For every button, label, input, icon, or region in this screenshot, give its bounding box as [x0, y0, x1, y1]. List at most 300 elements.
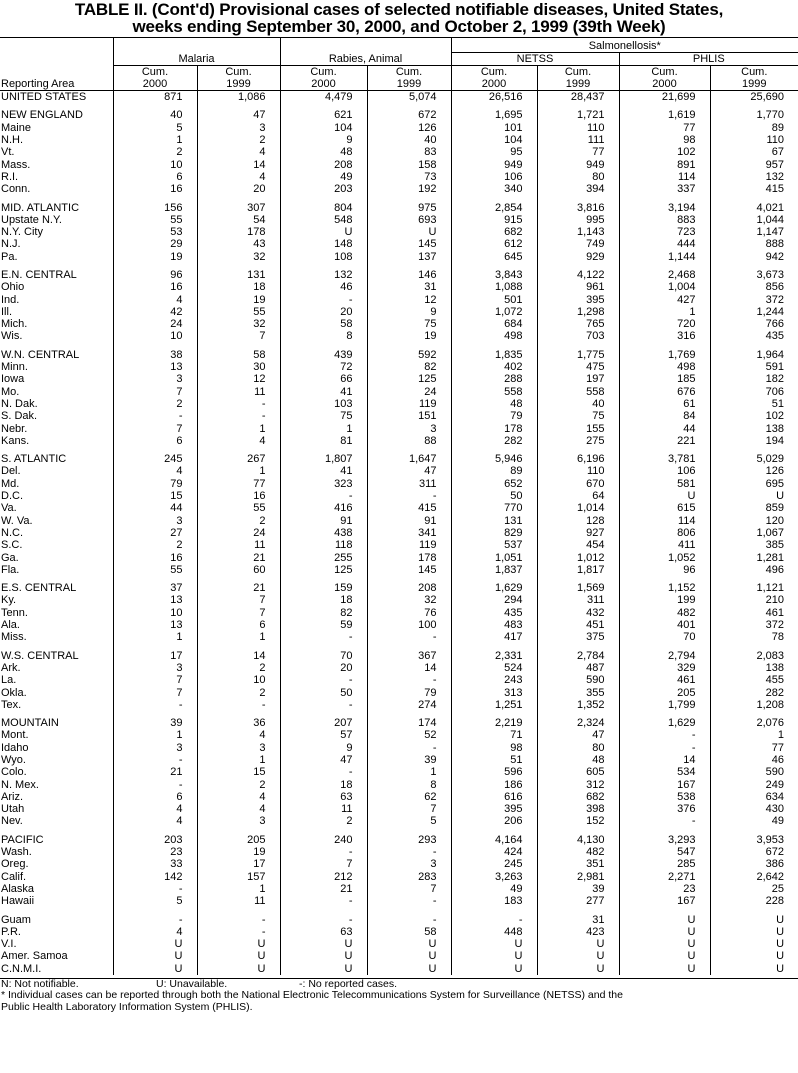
table-row [0, 214, 798, 226]
table-row [0, 293, 798, 305]
value-cell: 1 [367, 766, 451, 778]
value-cell: 70 [619, 631, 710, 643]
value-cell: 49 [280, 171, 367, 183]
reporting-area-cell: Wyo. [1, 753, 26, 766]
reporting-area-cell: Maine [1, 121, 31, 134]
value-cell: 89 [451, 465, 537, 477]
value-cell: 103 [280, 398, 367, 410]
value-cell: 249 [710, 778, 798, 790]
reporting-area-cell: Ohio [1, 281, 25, 294]
reporting-area-cell: Vt. [1, 146, 15, 159]
value-cell: 274 [367, 699, 451, 711]
value-cell: 2 [197, 686, 280, 698]
value-cell: 111 [537, 134, 619, 146]
value-cell: 55 [197, 502, 280, 514]
table-row [0, 950, 798, 962]
table-row [0, 539, 798, 551]
value-cell: 1,067 [710, 527, 798, 539]
value-cell: 47 [280, 754, 367, 766]
value-cell: 110 [537, 122, 619, 134]
value-cell: 1,251 [451, 699, 537, 711]
value-cell: 48 [537, 754, 619, 766]
value-cell: 192 [367, 183, 451, 195]
table-row [0, 527, 798, 539]
table-row [0, 846, 798, 858]
table-row [0, 435, 798, 447]
value-cell: 55 [197, 306, 280, 318]
value-cell: - [367, 742, 451, 754]
value-cell: 182 [710, 373, 798, 385]
value-cell: 3 [197, 122, 280, 134]
value-cell: 221 [619, 435, 710, 447]
value-cell: 142 [113, 871, 197, 883]
value-cell: 329 [619, 662, 710, 674]
value-cell: 72 [280, 361, 367, 373]
value-cell: 435 [451, 607, 537, 619]
value-cell: 25,690 [710, 91, 798, 104]
reporting-area-cell: Tenn. [1, 606, 28, 619]
value-cell: 21 [113, 766, 197, 778]
value-cell: 4 [197, 435, 280, 447]
value-cell: U [113, 963, 197, 975]
value-cell: 24 [113, 318, 197, 330]
value-cell: 351 [537, 858, 619, 870]
data-table [0, 37, 798, 975]
value-cell: 78 [710, 631, 798, 643]
value-cell: 61 [619, 398, 710, 410]
value-cell: 77 [537, 146, 619, 158]
value-cell: 590 [710, 766, 798, 778]
value-cell: 684 [451, 318, 537, 330]
value-cell: - [197, 926, 280, 938]
value-cell: 83 [367, 146, 451, 158]
table-row [0, 729, 798, 741]
value-cell: 50 [280, 686, 367, 698]
value-cell: 12 [367, 293, 451, 305]
value-cell: 596 [451, 766, 537, 778]
value-cell: 621 [280, 109, 367, 121]
value-cell: 145 [367, 238, 451, 250]
value-cell: 82 [280, 607, 367, 619]
table-row [0, 410, 798, 422]
reporting-area-cell: W.S. CENTRAL [1, 649, 79, 662]
value-cell: 14 [367, 662, 451, 674]
value-cell: 5,074 [367, 91, 451, 104]
value-cell: 39 [367, 754, 451, 766]
value-cell: - [113, 754, 197, 766]
value-cell: 58 [197, 349, 280, 361]
value-cell: U [619, 490, 710, 502]
value-cell: 2 [113, 398, 197, 410]
value-cell: 47 [197, 109, 280, 121]
value-cell: 3 [367, 858, 451, 870]
cum-label: Cum. [451, 66, 537, 79]
value-cell: 7 [197, 594, 280, 606]
value-cell: 749 [537, 238, 619, 250]
value-cell: 401 [619, 619, 710, 631]
value-cell: 7 [113, 674, 197, 686]
value-cell: U [537, 938, 619, 950]
value-cell: 11 [197, 539, 280, 551]
reporting-area-cell: Ill. [1, 305, 12, 318]
table-row [0, 171, 798, 183]
value-cell: 7 [113, 422, 197, 434]
value-cell: 1,144 [619, 251, 710, 263]
table-row [0, 871, 798, 883]
value-cell: 174 [367, 717, 451, 729]
value-cell: 312 [537, 778, 619, 790]
reporting-area-cell: Ala. [1, 619, 20, 632]
value-cell: 95 [451, 146, 537, 158]
value-cell: 2,794 [619, 649, 710, 661]
value-cell: 15 [113, 490, 197, 502]
reporting-area-cell: Tex. [1, 698, 22, 711]
value-cell: 1,569 [537, 582, 619, 594]
value-cell: 110 [537, 465, 619, 477]
value-cell: 385 [710, 539, 798, 551]
year-label: 2000 [280, 78, 367, 91]
value-cell: 10 [113, 158, 197, 170]
value-cell: 17 [113, 649, 197, 661]
footnote-dash: -: No reported cases. [299, 977, 398, 990]
value-cell: 12 [197, 373, 280, 385]
table-row [0, 913, 798, 925]
reporting-area-cell: N.J. [1, 238, 21, 251]
value-cell: 40 [537, 398, 619, 410]
table-row [0, 619, 798, 631]
value-cell: 415 [710, 183, 798, 195]
value-cell: - [367, 913, 451, 925]
value-cell: 13 [113, 619, 197, 631]
value-cell: 615 [619, 502, 710, 514]
value-cell: 29 [113, 238, 197, 250]
reporting-area-cell: Fla. [1, 563, 20, 576]
value-cell: 883 [619, 214, 710, 226]
value-cell: 1,051 [451, 551, 537, 563]
year-label: 2000 [451, 78, 537, 91]
value-cell: 4 [197, 146, 280, 158]
value-cell: U [619, 950, 710, 962]
value-cell: U [113, 950, 197, 962]
value-cell: 18 [280, 778, 367, 790]
value-cell: U [619, 913, 710, 925]
value-cell: - [113, 913, 197, 925]
value-cell: 2,981 [537, 871, 619, 883]
value-cell: 167 [619, 778, 710, 790]
value-cell: 3,263 [451, 871, 537, 883]
value-cell: 693 [367, 214, 451, 226]
value-cell: 3,781 [619, 453, 710, 465]
value-cell: 20 [280, 662, 367, 674]
value-cell: 3,194 [619, 201, 710, 213]
value-cell: 483 [451, 619, 537, 631]
value-cell: 340 [451, 183, 537, 195]
value-cell: 19 [197, 293, 280, 305]
value-cell: 54 [197, 214, 280, 226]
value-cell: U [367, 226, 451, 238]
table-row [0, 146, 798, 158]
value-cell: 208 [280, 158, 367, 170]
value-cell: U [710, 963, 798, 975]
value-cell: 138 [710, 422, 798, 434]
table-row [0, 564, 798, 576]
value-cell: 114 [619, 515, 710, 527]
value-cell: 2 [113, 539, 197, 551]
value-cell: U [710, 490, 798, 502]
value-cell: 16 [113, 183, 197, 195]
value-cell: 212 [280, 871, 367, 883]
value-cell: 616 [451, 791, 537, 803]
value-cell: 7 [113, 686, 197, 698]
value-cell: - [197, 398, 280, 410]
value-cell: 285 [619, 858, 710, 870]
value-cell: 770 [451, 502, 537, 514]
reporting-area-cell: Wash. [1, 846, 32, 859]
reporting-area-cell: N.C. [1, 526, 23, 539]
value-cell: 283 [367, 871, 451, 883]
value-cell: 1,014 [537, 502, 619, 514]
value-cell: U [280, 950, 367, 962]
value-cell: 6 [197, 619, 280, 631]
value-cell: 245 [113, 453, 197, 465]
reporting-area-cell: Ind. [1, 293, 20, 306]
reporting-area-cell: Calif. [1, 870, 27, 883]
value-cell: 2 [197, 515, 280, 527]
value-cell: - [451, 913, 537, 925]
value-cell: 612 [451, 238, 537, 250]
value-cell: 25 [710, 883, 798, 895]
table-row [0, 502, 798, 514]
value-cell: 682 [451, 226, 537, 238]
value-cell: 24 [367, 386, 451, 398]
table-row [0, 330, 798, 342]
value-cell: - [367, 490, 451, 502]
value-cell: 228 [710, 895, 798, 907]
value-cell: 1,298 [537, 306, 619, 318]
value-cell: 372 [710, 619, 798, 631]
year-label: 1999 [537, 78, 619, 91]
value-cell: - [197, 410, 280, 422]
value-cell: 3,816 [537, 201, 619, 213]
table-row [0, 251, 798, 263]
table-row [0, 398, 798, 410]
value-cell: 3,293 [619, 834, 710, 846]
value-cell: 498 [619, 361, 710, 373]
value-cell: 159 [280, 582, 367, 594]
value-cell: 311 [537, 594, 619, 606]
value-cell: 207 [280, 717, 367, 729]
value-cell: 3 [197, 742, 280, 754]
table-row [0, 662, 798, 674]
table-row [0, 490, 798, 502]
value-cell: U [367, 938, 451, 950]
value-cell: 51 [451, 754, 537, 766]
reporting-area-cell: PACIFIC [1, 833, 44, 846]
value-cell: 3 [113, 662, 197, 674]
value-cell: 70 [280, 649, 367, 661]
table-row [0, 386, 798, 398]
table-header [0, 38, 798, 91]
table-row [0, 281, 798, 293]
value-cell: 891 [619, 158, 710, 170]
value-cell: 137 [367, 251, 451, 263]
value-cell: 929 [537, 251, 619, 263]
value-cell: 482 [537, 846, 619, 858]
value-cell: 2,854 [451, 201, 537, 213]
value-cell: U [451, 963, 537, 975]
value-cell: 4 [113, 926, 197, 938]
value-cell: 71 [451, 729, 537, 741]
reporting-area-cell: Del. [1, 465, 21, 478]
table-row [0, 91, 798, 104]
value-cell: 3 [113, 742, 197, 754]
table-row [0, 238, 798, 250]
value-cell: 2,642 [710, 871, 798, 883]
value-cell: - [280, 293, 367, 305]
value-cell: 6,196 [537, 453, 619, 465]
value-cell: 16 [197, 490, 280, 502]
table-row [0, 938, 798, 950]
value-cell: 2 [197, 778, 280, 790]
year-label: 2000 [619, 78, 710, 91]
table-row [0, 201, 798, 213]
reporting-area-cell: Mass. [1, 158, 31, 171]
value-cell: 394 [537, 183, 619, 195]
value-cell: 496 [710, 564, 798, 576]
value-cell: 47 [367, 465, 451, 477]
value-cell: 4 [113, 815, 197, 827]
value-cell: 1,775 [537, 349, 619, 361]
value-cell: 455 [710, 674, 798, 686]
value-cell: 50 [451, 490, 537, 502]
value-cell: 4,021 [710, 201, 798, 213]
value-cell: 293 [367, 834, 451, 846]
value-cell: 43 [197, 238, 280, 250]
value-cell: 1,044 [710, 214, 798, 226]
value-cell: 417 [451, 631, 537, 643]
reporting-area-cell: Utah [1, 803, 25, 816]
value-cell: 13 [113, 361, 197, 373]
value-cell: 132 [710, 171, 798, 183]
value-cell: 5 [113, 122, 197, 134]
value-cell: 703 [537, 330, 619, 342]
value-cell: 33 [113, 858, 197, 870]
value-cell: 2,331 [451, 649, 537, 661]
value-cell: 949 [451, 158, 537, 170]
value-cell: 1 [197, 754, 280, 766]
table-row [0, 349, 798, 361]
value-cell: 277 [537, 895, 619, 907]
value-cell: 104 [280, 122, 367, 134]
value-cell: 398 [537, 803, 619, 815]
value-cell: 88 [367, 435, 451, 447]
value-cell: 210 [710, 594, 798, 606]
value-cell: 77 [197, 478, 280, 490]
value-cell: 4,130 [537, 834, 619, 846]
reporting-area-cell: P.R. [1, 925, 21, 938]
value-cell: 1,769 [619, 349, 710, 361]
value-cell: 63 [280, 926, 367, 938]
table-row [0, 478, 798, 490]
value-cell: 672 [710, 846, 798, 858]
reporting-area-cell: Ga. [1, 551, 19, 564]
value-cell: 155 [537, 422, 619, 434]
value-cell: 14 [197, 158, 280, 170]
value-cell: 17 [197, 858, 280, 870]
value-cell: 44 [619, 422, 710, 434]
value-cell: 3 [197, 815, 280, 827]
value-cell: 888 [710, 238, 798, 250]
value-cell: 1,835 [451, 349, 537, 361]
value-cell: - [280, 913, 367, 925]
value-cell: 131 [197, 269, 280, 281]
year-label: 2000 [113, 78, 197, 91]
value-cell: 16 [113, 281, 197, 293]
value-cell: 102 [619, 146, 710, 158]
value-cell: 2 [197, 662, 280, 674]
value-cell: 267 [197, 453, 280, 465]
value-cell: 645 [451, 251, 537, 263]
value-cell: 372 [710, 293, 798, 305]
table-row [0, 453, 798, 465]
cum-label: Cum. [197, 66, 280, 79]
value-cell: 2,784 [537, 649, 619, 661]
value-cell: 75 [280, 410, 367, 422]
value-cell: 1,152 [619, 582, 710, 594]
value-cell: 581 [619, 478, 710, 490]
value-cell: 9 [280, 134, 367, 146]
reporting-area-cell: Nebr. [1, 422, 28, 435]
table-row [0, 109, 798, 121]
reporting-area-cell: N. Dak. [1, 397, 38, 410]
value-cell: 197 [537, 373, 619, 385]
reporting-area-cell: NEW ENGLAND [1, 109, 83, 122]
value-cell: 6 [113, 435, 197, 447]
value-cell: 7 [197, 607, 280, 619]
value-cell: - [280, 490, 367, 502]
value-cell: 1 [113, 631, 197, 643]
value-cell: 60 [197, 564, 280, 576]
value-cell: 2,468 [619, 269, 710, 281]
value-cell: 4 [113, 465, 197, 477]
value-cell: 3 [113, 373, 197, 385]
value-cell: 682 [537, 791, 619, 803]
value-cell: 806 [619, 527, 710, 539]
cum-label: Cum. [367, 66, 451, 79]
value-cell: 48 [280, 146, 367, 158]
table-row [0, 465, 798, 477]
value-cell: 376 [619, 803, 710, 815]
reporting-area-cell: Kans. [1, 434, 30, 447]
reporting-area-cell: Oreg. [1, 858, 29, 871]
value-cell: 501 [451, 293, 537, 305]
cum-label: Cum. [619, 66, 710, 79]
reporting-area-cell: Amer. Samoa [1, 950, 68, 963]
value-cell: 294 [451, 594, 537, 606]
value-cell: 4,122 [537, 269, 619, 281]
value-cell: 1,072 [451, 306, 537, 318]
value-cell: 21,699 [619, 91, 710, 104]
value-cell: - [619, 815, 710, 827]
value-cell: U [537, 963, 619, 975]
value-cell: 208 [367, 582, 451, 594]
table-row [0, 834, 798, 846]
value-cell: 106 [451, 171, 537, 183]
value-cell: 57 [280, 729, 367, 741]
value-cell: 1,695 [451, 109, 537, 121]
value-cell: 10 [113, 607, 197, 619]
table-row [0, 778, 798, 790]
